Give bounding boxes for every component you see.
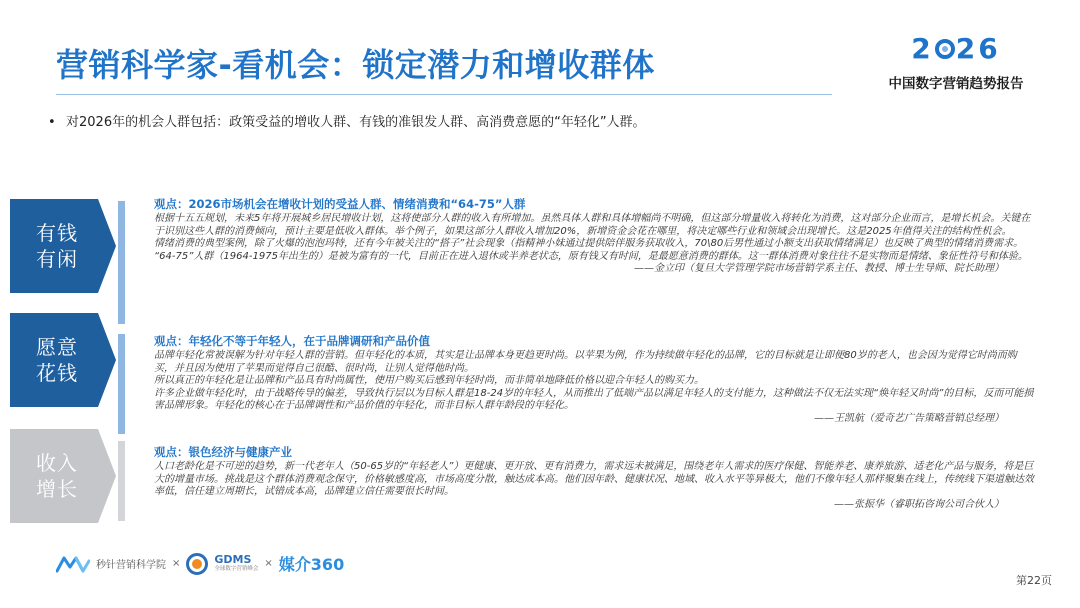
tab-label <box>20 429 94 523</box>
viewpoint-paragraph: 许多企业做年轻化时，由于战略传导的偏差，导致执行层以为目标人群是18-24岁的年轻人，从而推出了低端产品以满足年轻人的支付能力，这种做法不仅无法实现“焕年轻又时尚”的目标，反而可能损害品牌形象。年轻化的核心在于品牌调性和产品价值的年轻化，而非目标人群年龄段的年轻化。 <box>154 387 1034 411</box>
viewpoint-block-1 <box>154 197 1034 276</box>
miaozhen-logo-text: 秒针营销科学院 <box>96 560 166 571</box>
viewpoint-paragraph: 品牌年轻化常被误解为针对年轻人群的营销。但年轻化的本质，其实是让品牌本身更趋更时尚。以苹果为例，作为持续做年轻化的品牌，它的目标就是让即便80岁的老人，也会因为觉得它时尚而购买，并且因为使用了苹果而觉得自己很酷、很时尚，让别人觉得他时尚。 <box>154 350 1017 374</box>
viewpoint-paragraph: 人口老龄化是不可逆的趋势，新一代老年人（50-65岁的“年轻老人”）更健康、更开放、更有消费力，需求远未被满足，围绕老年人需求的医疗保健、智能养老、康养旅游、适老化产品与服务，将是巨大的增量市场。挑战是这个群体消费观念保守，价格敏感度高，市场高度分散，触达成本高。他们因年龄、健康状况、地域、收入水平等异极大，他们不像年轻人那样聚集在线上，传统线下渠道触达效率低，信任建立周期长，试错成本高，品牌建立信任需要很长时间。 <box>154 461 1034 497</box>
brand-subtitle: 中国数字营销趋势报告 <box>888 76 1024 92</box>
bullet-dot-icon: • <box>48 115 56 130</box>
tab-label-line2: 花钱 <box>36 361 78 385</box>
viewpoint-block-3 <box>154 445 1034 511</box>
page-title: 营销科学家-看机会：锁定潜力和增收群体 <box>56 46 655 84</box>
viewpoint-paragraph: 根据十五五规划，未来5年将开展城乡居民增收计划，这将使部分人群的收入有所增加。虽然具体人群和具体增幅尚不明确，但这部分增量收入将转化为消费，这对部分企业而言，是增长机会。关键在于识别这些人群的消费倾向，预计主要是低收入群体。举个例子，如果这部分人群收入增加20%，新增资金会花在哪里，将决定哪些行业和领域会出现增长。这是2025年值得关注的结构性机会。 <box>154 213 1031 237</box>
gdms-logo <box>214 554 258 573</box>
brand-year-digit: 2 <box>911 32 934 65</box>
tab-income-growth <box>10 429 120 523</box>
section-accent-bar <box>118 441 125 521</box>
tab-label <box>20 313 94 407</box>
viewpoint-attribution: ——王凯航（爱奇艺广告策略营销总经理） <box>814 412 1004 424</box>
tab-willing-spend <box>10 313 120 407</box>
viewpoint-paragraph: 情绪消费的典型案例，除了火爆的泡泡玛特，还有今年被关注的“搭子”社会现象（指精神小妹通过提供陪伴服务获取收入，70\80后男性通过小额支出获取情绪满足）也反映了典型的情绪消费需求。 <box>154 238 1024 249</box>
viewpoint-attribution: ——金立印（复旦大学管理学院市场营销学系主任、教授、博士生导师、院长助理） <box>634 263 1004 274</box>
viewpoint-paragraph: “64-75”人群（1964-1975年出生的）是被为富有的一代，目前正在进入退休或半养老状态，原有钱又有时间，是最愿意消费的群体。这一群体消费对象往往不是实物而是情绪、象征性符号和体验。 <box>154 250 1028 262</box>
tab-label-line1: 收入 <box>36 451 78 475</box>
viewpoint-heading: 观点：年轻化不等于年轻人，在于品牌调研和产品价值 <box>154 334 430 348</box>
brand-zero-ring-icon <box>935 39 955 59</box>
brand-year <box>872 34 1040 64</box>
intro-bullet <box>48 111 646 130</box>
section-accent-bar <box>118 334 125 434</box>
viewpoint-attribution: ——张振华（睿职拓咨询公司合伙人） <box>834 498 1004 510</box>
tab-label-line1: 愿意 <box>36 335 78 359</box>
page-number: 第22页 <box>1016 574 1052 587</box>
report-brand <box>872 34 1040 92</box>
times-separator: × <box>264 558 273 569</box>
tab-label <box>20 199 94 293</box>
gdms-logo-icon <box>186 553 208 575</box>
viewpoint-block-2 <box>154 334 1034 425</box>
viewpoint-paragraph: 所以真正的年轻化是让品牌和产品具有时尚属性，使用户购买后感到年轻时尚，而非简单地降低价格以迎合年轻人的购买力。 <box>154 375 704 386</box>
footer-logos <box>56 552 344 575</box>
title-divider <box>56 94 832 95</box>
brand-year-digits: 26 <box>955 32 1001 65</box>
section-accent-bar <box>118 201 125 324</box>
viewpoint-heading: 观点：2026市场机会在增收计划的受益人群、情绪消费和“64-75”人群 <box>154 197 526 211</box>
gdms-logo-subtitle: 全球数字营销峰会 <box>214 566 259 572</box>
tab-label-line2: 增长 <box>36 477 78 501</box>
intro-bullet-text: 对2026年的机会人群包括：政策受益的增收人群、有钱的准银发人群、高消费意愿的“年轻化”人群。 <box>66 115 646 130</box>
viewpoint-heading: 观点：银色经济与健康产业 <box>154 445 292 459</box>
tab-label-line1: 有钱 <box>36 221 78 245</box>
tab-rich-leisure <box>10 199 120 293</box>
times-separator: × <box>172 558 181 569</box>
tab-label-line2: 有闲 <box>36 247 78 271</box>
media360-logo: 媒介360 <box>278 555 345 574</box>
gdms-logo-name: GDMS <box>214 553 252 566</box>
miaozhen-logo-icon <box>56 555 90 573</box>
